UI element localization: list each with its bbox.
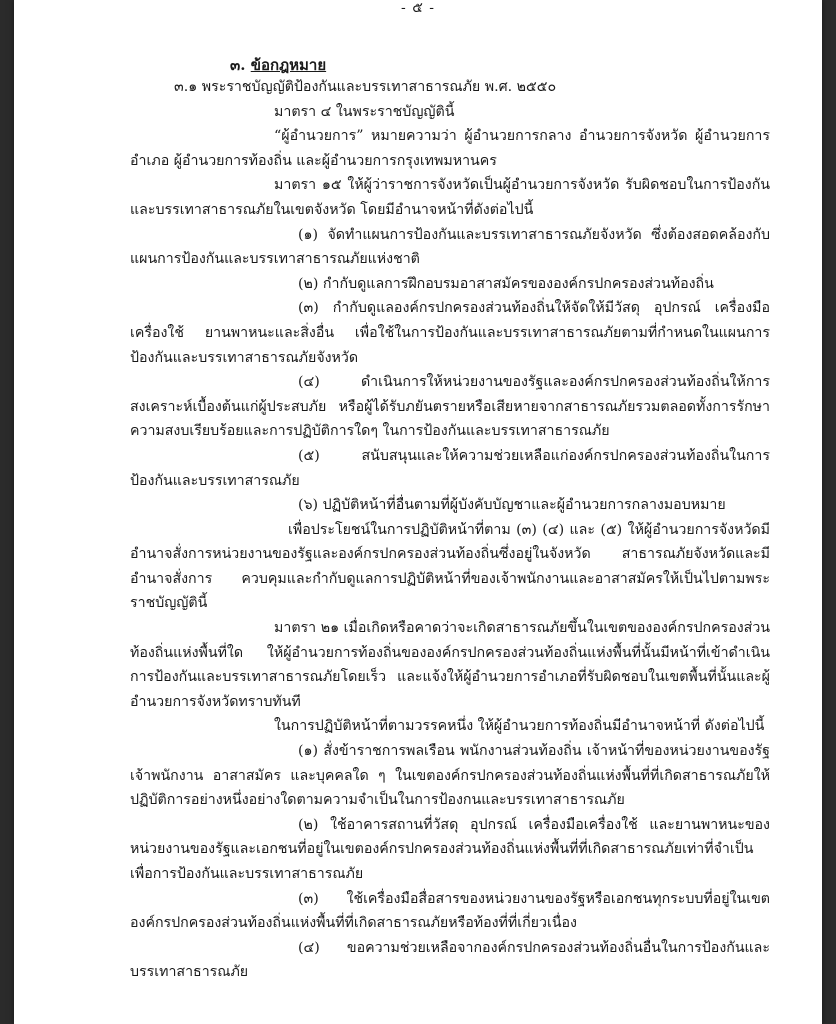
- article-15-item-5: (๕) สนับสนุนและให้ความช่วยเหลือแก่องค์กรปกครองส่วนท้องถิ่นในการป้องกันและบรรเทาสารณภัย: [130, 447, 770, 489]
- article-15-item-1: (๑) จัดทำแผนการป้องกันและบรรเทาสาธารณภัยจังหวัด ซึ่งต้องสอดคล้องกับแผนการป้องกันและบรรเทาสาธารณภัยแห่งชาติ: [130, 226, 770, 268]
- definition-paragraph: “ผู้อำนวยการ” หมายความว่า ผู้อำนวยการกลาง อำนวยการจังหวัด ผู้อำนวยการอำเภอ ผู้อำนวยการท้องถิ่น และผู้อำนวยการกรุงเทพมหานคร: [130, 128, 770, 169]
- article-15-item-3: (๓) กำกับดูแลองค์กรปกครองส่วนท้องถิ่นให้จัดให้มีวัสดุ อุปกรณ์ เครื่องมือเครื่องใช้ ยานพาหนะและสิ่งอื่น เพื่อใช้ในการป้องกันและบรรเทาสาธารณภัยตามที่กำหนดในแผนการป้องกันและบรรเทาสาธารณภัยจังหวัด: [130, 300, 770, 366]
- document-body: [130, 75, 770, 985]
- article-21-item-2: (๒) ใช้อาคารสถานที่วัสดุ อุปกรณ์ เครื่องมือเครื่องใช้ และยานพาหนะของหน่วยงานของรัฐและเอกชนที่อยู่ในเขตองค์กรปกครองส่วนท้องถิ่นแห่งพื้นที่ที่เกิดสาธารณภัยเท่าที่จำเป็น เพื่อการป้องกันและบรรเทาสาธารณภัย: [130, 816, 770, 882]
- article-21-item-3: (๓) ใช้เครื่องมือสื่อสารของหน่วยงานของรัฐหรือเอกชนทุกระบบที่อยู่ในเขตองค์กรปกครองส่วนท้องถิ่นแห่งพื้นที่ที่เกิดสาธารณภัยหรือท้องที่ที่เกี่ยวเนื่อง: [130, 890, 770, 932]
- article-15-item-6: (๖) ปฏิบัติหน้าที่อื่นตามที่ผู้บังคับบัญชาและผู้อำนวยการกลางมอบหมาย: [298, 497, 726, 514]
- article-15-item-2: (๒) กำกับดูแลการฝึกอบรมอาสาสมัครขององค์กรปกครองส่วนท้องถิ่น: [298, 275, 714, 292]
- article-15-closing-paragraph: เพื่อประโยชน์ในการปฏิบัติหน้าที่ตาม (๓) (๔) และ (๕) ให้ผู้อำนวยการจังหวัดมีอำนาจสั่งการหน่วยงานของรัฐและองค์กรปกครองส่วนท้องถิ่นซึ่งอยู่ในจังหวัด สาธารณภัยจังหวัดและมีอำนาจสั่งการ ควบคุมและกำกับดูแลการปฏิบัติหน้าที่ของเจ้าพนักงานและอาสาสมัครให้เป็นไปตามพระราชบัญญัตินี้: [130, 521, 770, 612]
- article-21-powers-intro: ในการปฏิบัติหน้าที่ตามวรรคหนึ่ง ให้ผู้อำนวยการท้องถิ่นมีอำนาจหน้าที่ ดังต่อไปนี้: [274, 718, 765, 735]
- article-21-item-4: (๔) ขอความช่วยเหลือจากองค์กรปกครองส่วนท้องถิ่นอื่นในการป้องกันและบรรเทาสาธารณภัย: [130, 939, 770, 981]
- page-number: - ๕ -: [401, 0, 435, 16]
- section-heading: [230, 53, 326, 77]
- article-15-paragraph: มาตรา ๑๕ ให้ผู้ว่าราชการจังหวัดเป็นผู้อำนวยการจังหวัด รับผิดชอบในการป้องกันและบรรเทาสาธารณภัยในเขตจังหวัด โดยมีอำนาจหน้าที่ดังต่อไปนี้: [130, 177, 770, 218]
- article-21-paragraph: มาตรา ๒๑ เมื่อเกิดหรือคาดว่าจะเกิดสาธารณภัยขึ้นในเขตขององค์กรปกครองส่วนท้องถิ่นแห่งพื้นที่ใด ให้ผู้อำนวยการท้องถิ่นขององค์กรปกครองส่วนท้องถิ่นแห่งพื้นที่นั้นมีหน้าที่เข้าดำเนินการป้องกันและบรรเทาสาธารณภัยโดยเร็ว และแจ้งให้ผู้อำนวยการอำเภอที่รับผิดชอบในเขตพื้นที่นั้นและผู้อำนวยการจังหวัดทราบทันที: [130, 620, 770, 710]
- article-15-item-4: (๔) ดำเนินการให้หน่วยงานของรัฐและองค์กรปกครองส่วนท้องถิ่นให้การสงเคราะห์เบื้องต้นแก่ผู้ประสบภัย หรือผู้ได้รับภยันตรายหรือเสียหายจากสาธารณภัยรวมตลอดทั้งการรักษาความสงบเรียบร้อยและการปฏิบัติการใดๆ ในการป้องกันและบรรเทาสาธารณภัย: [130, 374, 770, 440]
- section-number: ๓.: [230, 56, 246, 74]
- article-4-heading: มาตรา ๔ ในพระราชบัญญัตินี้: [274, 103, 455, 120]
- article-21-item-1: (๑) สั่งข้าราชการพลเรือน พนักงานส่วนท้องถิ่น เจ้าหน้าที่ของหน่วยงานของรัฐ เจ้าพนักงาน อาสาสมัคร และบุคคลใด ๆ ในเขตองค์กรปกครองส่วนท้องถิ่นแห่งพื้นที่ที่เกิดสาธารณภัยให้ปฏิบัติการอย่างหนึ่งอย่างใดตามความจำเป็นในการป้องกนและบรรเทาสาธารณภัย: [130, 743, 770, 809]
- document-page: [14, 0, 822, 1024]
- section-title: ข้อกฎหมาย: [250, 56, 327, 74]
- subsection-title: ๓.๑ พระราชบัญญัติป้องกันและบรรเทาสาธารณภัย พ.ศ. ๒๕๕๐: [174, 79, 557, 95]
